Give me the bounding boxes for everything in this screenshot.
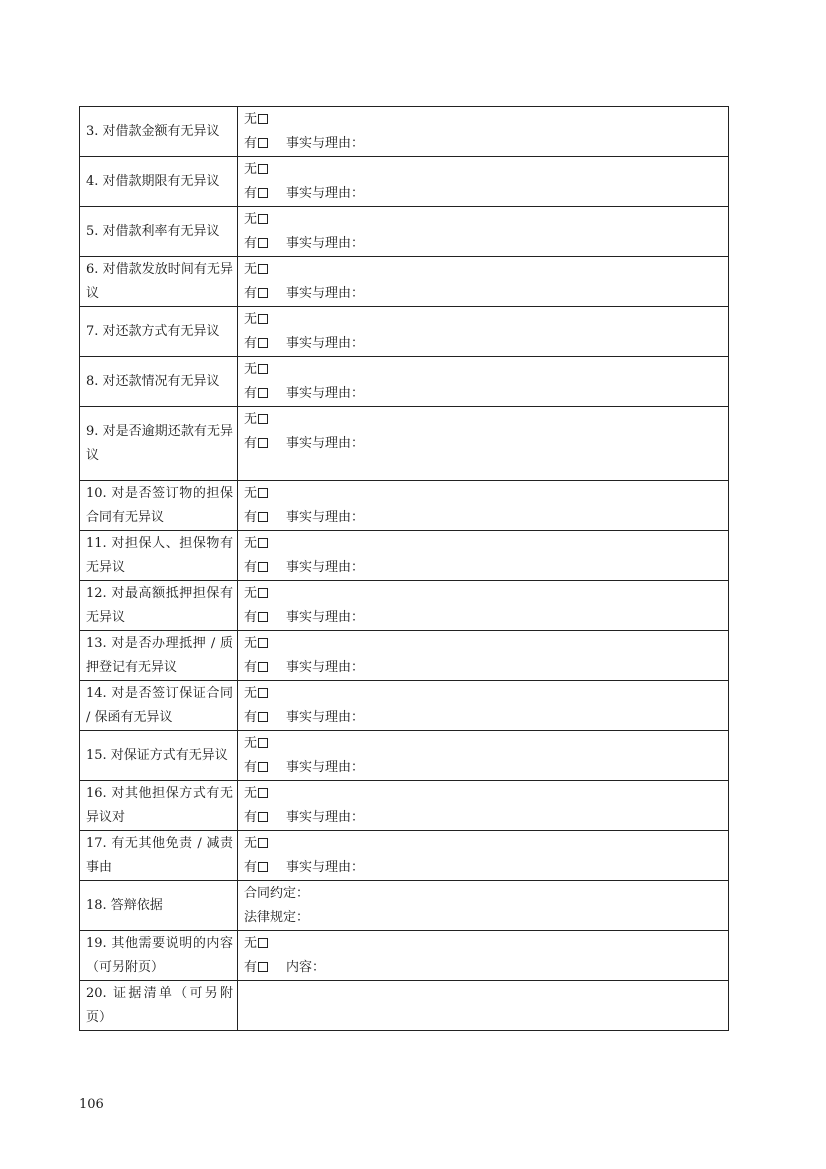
fact-reason-label: 事实与理由：	[286, 509, 365, 525]
option-yes-checkbox[interactable]	[258, 862, 268, 872]
table-row	[80, 107, 729, 157]
fact-reason-label: 事实与理由：	[286, 385, 365, 401]
contract-agreement-label: 合同约定：	[244, 885, 310, 901]
answer-cell	[238, 157, 729, 207]
option-none-checkbox[interactable]	[258, 264, 268, 274]
answer-cell	[238, 481, 729, 531]
option-none-checkbox[interactable]	[258, 638, 268, 648]
option-none-label: 无	[244, 535, 258, 551]
option-none-checkbox[interactable]	[258, 838, 268, 848]
option-yes-checkbox[interactable]	[258, 812, 268, 822]
table-row	[80, 781, 729, 831]
option-yes-label: 有	[244, 559, 258, 575]
table-row	[80, 581, 729, 631]
question-cell: 18. 答辩依据	[80, 881, 238, 931]
table-row	[80, 881, 729, 931]
fact-reason-label: 事实与理由：	[286, 809, 365, 825]
question-cell: 15. 对保证方式有无异议	[80, 731, 238, 781]
question-cell: 12. 对最高额抵押担保有无异议	[80, 581, 238, 631]
option-yes-checkbox[interactable]	[258, 662, 268, 672]
option-none-label: 无	[244, 785, 258, 801]
page-number: 106	[79, 1097, 104, 1112]
question-cell: 7. 对还款方式有无异议	[80, 307, 238, 357]
question-cell: 11. 对担保人、担保物有无异议	[80, 531, 238, 581]
option-none-label: 无	[244, 261, 258, 277]
option-none-label: 无	[244, 585, 258, 601]
option-none-label: 无	[244, 835, 258, 851]
option-none-checkbox[interactable]	[258, 164, 268, 174]
option-yes-checkbox[interactable]	[258, 562, 268, 572]
question-cell: 14. 对是否签订保证合同 / 保函有无异议	[80, 681, 238, 731]
option-none-checkbox[interactable]	[258, 538, 268, 548]
option-yes-label: 有	[244, 385, 258, 401]
answer-cell	[238, 581, 729, 631]
table-row	[80, 481, 729, 531]
option-none-label: 无	[244, 635, 258, 651]
question-cell: 17. 有无其他免责 / 减责事由	[80, 831, 238, 881]
option-none-label: 无	[244, 935, 258, 951]
option-yes-checkbox[interactable]	[258, 188, 268, 198]
option-none-label: 无	[244, 311, 258, 327]
fact-reason-label: 事实与理由：	[286, 335, 365, 351]
fact-reason-label: 事实与理由：	[286, 859, 365, 875]
option-yes-label: 有	[244, 609, 258, 625]
option-yes-checkbox[interactable]	[258, 612, 268, 622]
option-yes-label: 有	[244, 659, 258, 675]
answer-cell	[238, 407, 729, 481]
option-none-label: 无	[244, 111, 258, 127]
answer-cell	[238, 357, 729, 407]
option-yes-label: 有	[244, 959, 258, 975]
legal-provision-label: 法律规定：	[244, 909, 310, 925]
fact-reason-label: 事实与理由：	[286, 235, 365, 251]
table-row	[80, 931, 729, 981]
option-yes-label: 有	[244, 436, 258, 451]
option-yes-label: 有	[244, 185, 258, 201]
table-row	[80, 531, 729, 581]
answer-cell	[238, 931, 729, 981]
evidence-list-cell[interactable]	[238, 981, 729, 1031]
answer-cell	[238, 681, 729, 731]
option-none-checkbox[interactable]	[258, 688, 268, 698]
table-row	[80, 681, 729, 731]
option-yes-checkbox[interactable]	[258, 388, 268, 398]
option-yes-checkbox[interactable]	[258, 762, 268, 772]
question-cell: 13. 对是否办理抵押 / 质押登记有无异议	[80, 631, 238, 681]
option-yes-checkbox[interactable]	[258, 712, 268, 722]
table-row	[80, 631, 729, 681]
fact-reason-label: 事实与理由：	[286, 185, 365, 201]
answer-cell	[238, 207, 729, 257]
option-yes-checkbox[interactable]	[258, 512, 268, 522]
table-row	[80, 257, 729, 307]
option-none-label: 无	[244, 361, 258, 377]
question-cell: 9. 对是否逾期还款有无异议	[80, 407, 238, 481]
answer-cell	[238, 881, 729, 931]
option-none-label: 无	[244, 211, 258, 227]
option-yes-label: 有	[244, 859, 258, 875]
option-yes-label: 有	[244, 135, 258, 151]
answer-cell	[238, 831, 729, 881]
option-none-checkbox[interactable]	[258, 414, 268, 424]
question-cell: 16. 对其他担保方式有无异议对	[80, 781, 238, 831]
question-cell: 19. 其他需要说明的内容（可另附页）	[80, 931, 238, 981]
fact-reason-label: 事实与理由：	[286, 285, 365, 301]
option-none-label: 无	[244, 735, 258, 751]
option-none-label: 无	[244, 412, 258, 427]
option-yes-label: 有	[244, 709, 258, 725]
question-cell: 8. 对还款情况有无异议	[80, 357, 238, 407]
fact-reason-label: 事实与理由：	[286, 759, 365, 775]
option-yes-label: 有	[244, 335, 258, 351]
table-row	[80, 731, 729, 781]
answer-cell	[238, 307, 729, 357]
fact-reason-label: 事实与理由：	[286, 659, 365, 675]
option-yes-checkbox[interactable]	[258, 288, 268, 298]
option-yes-label: 有	[244, 235, 258, 251]
option-yes-checkbox[interactable]	[258, 962, 268, 972]
option-none-checkbox[interactable]	[258, 488, 268, 498]
table-row	[80, 831, 729, 881]
table-row	[80, 157, 729, 207]
question-cell: 3. 对借款金额有无异议	[80, 107, 238, 157]
fact-reason-label: 事实与理由：	[286, 135, 365, 151]
content-label: 内容：	[286, 959, 326, 975]
answer-cell	[238, 731, 729, 781]
option-none-label: 无	[244, 161, 258, 177]
question-cell: 4. 对借款期限有无异议	[80, 157, 238, 207]
option-yes-checkbox[interactable]	[258, 238, 268, 248]
table-row	[80, 357, 729, 407]
option-none-label: 无	[244, 685, 258, 701]
option-none-checkbox[interactable]	[258, 314, 268, 324]
question-cell: 5. 对借款利率有无异议	[80, 207, 238, 257]
table-row	[80, 981, 729, 1031]
question-cell: 6. 对借款发放时间有无异议	[80, 257, 238, 307]
answer-cell	[238, 631, 729, 681]
fact-reason-label: 事实与理由：	[286, 709, 365, 725]
option-none-checkbox[interactable]	[258, 588, 268, 598]
fact-reason-label: 事实与理由：	[286, 609, 365, 625]
answer-cell	[238, 257, 729, 307]
question-cell: 10. 对是否签订物的担保合同有无异议	[80, 481, 238, 531]
fact-reason-label: 事实与理由：	[286, 559, 365, 575]
option-yes-label: 有	[244, 759, 258, 775]
option-none-checkbox[interactable]	[258, 114, 268, 124]
option-none-checkbox[interactable]	[258, 788, 268, 798]
table-row	[80, 207, 729, 257]
option-yes-checkbox[interactable]	[258, 138, 268, 148]
option-none-checkbox[interactable]	[258, 364, 268, 374]
question-cell: 20. 证据清单（可另附页）	[80, 981, 238, 1031]
option-yes-checkbox[interactable]	[258, 438, 268, 448]
option-yes-checkbox[interactable]	[258, 338, 268, 348]
table-row	[80, 307, 729, 357]
table-row	[80, 407, 729, 481]
option-none-checkbox[interactable]	[258, 214, 268, 224]
option-none-checkbox[interactable]	[258, 938, 268, 948]
option-yes-label: 有	[244, 809, 258, 825]
option-none-label: 无	[244, 485, 258, 501]
option-yes-label: 有	[244, 285, 258, 301]
option-yes-label: 有	[244, 509, 258, 525]
option-none-checkbox[interactable]	[258, 738, 268, 748]
answer-cell	[238, 107, 729, 157]
defense-form-table	[79, 106, 729, 1031]
fact-reason-label: 事实与理由：	[286, 436, 365, 451]
answer-cell	[238, 531, 729, 581]
answer-cell	[238, 781, 729, 831]
